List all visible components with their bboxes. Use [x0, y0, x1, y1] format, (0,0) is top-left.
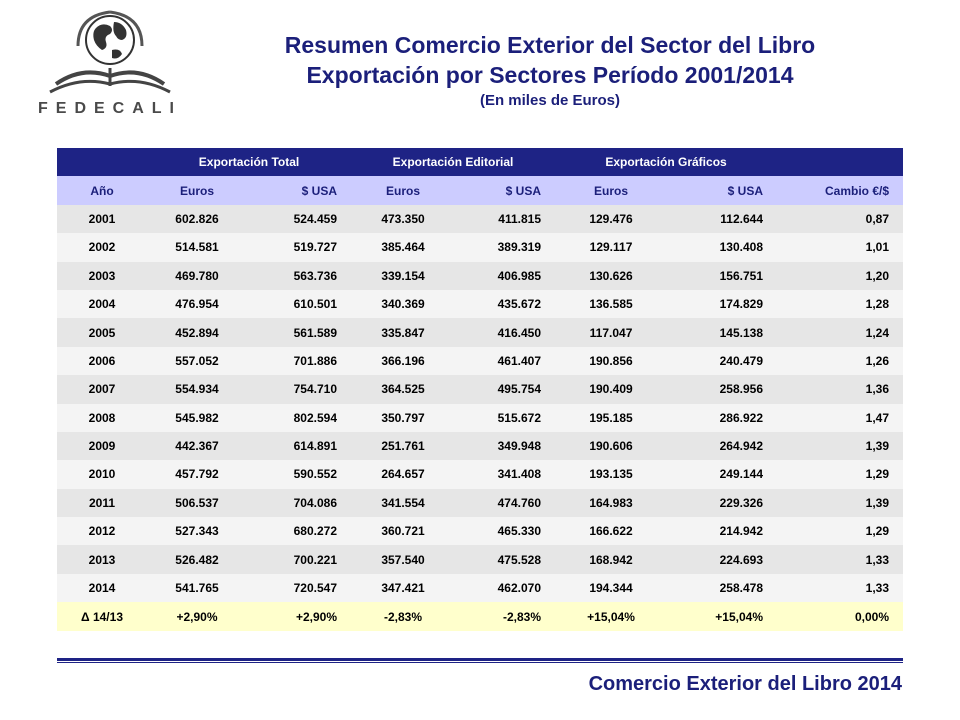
cell-editorial-usd: 341.408: [455, 460, 555, 488]
cell-graficos-euros: 166.622: [555, 517, 667, 545]
cell-total-usd: 561.589: [247, 318, 351, 346]
cell-editorial-euros: 251.761: [351, 432, 455, 460]
table-row: [57, 545, 903, 573]
col-header-ano: Año: [57, 176, 147, 204]
cell-total-euros: 506.537: [147, 489, 247, 517]
col-header-euros: Euros: [147, 176, 247, 204]
cell-graficos-euros: 117.047: [555, 318, 667, 346]
cell-editorial-usd: 435.672: [455, 290, 555, 318]
cell-graficos-euros: 193.135: [555, 460, 667, 488]
cell-year: 2011: [57, 489, 147, 517]
cell-editorial-euros: 340.369: [351, 290, 455, 318]
cell-editorial-euros: 350.797: [351, 404, 455, 432]
cell-year: 2007: [57, 375, 147, 403]
cell-year: 2012: [57, 517, 147, 545]
table-row: [57, 262, 903, 290]
table-body: [57, 205, 903, 631]
cell-total-euros: 541.765: [147, 574, 247, 602]
cell-editorial-usd: 411.815: [455, 205, 555, 233]
cell-graficos-usd: 156.751: [667, 262, 777, 290]
table-row: [57, 318, 903, 346]
footer-rule: [57, 658, 903, 661]
cell-year: 2013: [57, 545, 147, 573]
delta-value: +15,04%: [667, 602, 777, 631]
cell-graficos-usd: 258.956: [667, 375, 777, 403]
cell-total-usd: 704.086: [247, 489, 351, 517]
group-header-graficos: Exportación Gráficos: [555, 148, 777, 176]
cell-total-euros: 469.780: [147, 262, 247, 290]
cell-graficos-usd: 112.644: [667, 205, 777, 233]
cell-total-euros: 557.052: [147, 347, 247, 375]
cell-year: 2004: [57, 290, 147, 318]
cell-graficos-euros: 190.606: [555, 432, 667, 460]
group-header-editorial: Exportación Editorial: [351, 148, 555, 176]
cell-total-euros: 554.934: [147, 375, 247, 403]
cell-cambio: 1,01: [777, 233, 903, 261]
cell-total-usd: 524.459: [247, 205, 351, 233]
cell-total-euros: 526.482: [147, 545, 247, 573]
cell-editorial-usd: 349.948: [455, 432, 555, 460]
cell-total-euros: 476.954: [147, 290, 247, 318]
cell-year: 2001: [57, 205, 147, 233]
col-header-cambio: Cambio €/$: [777, 176, 903, 204]
cell-graficos-euros: 195.185: [555, 404, 667, 432]
cell-editorial-usd: 495.754: [455, 375, 555, 403]
group-header-row: [57, 148, 903, 176]
cell-graficos-euros: 190.856: [555, 347, 667, 375]
cell-cambio: 1,33: [777, 545, 903, 573]
cell-total-euros: 457.792: [147, 460, 247, 488]
fedecali-logo: [30, 6, 190, 124]
cell-total-euros: 452.894: [147, 318, 247, 346]
group-header-total: Exportación Total: [147, 148, 351, 176]
table-row: [57, 432, 903, 460]
cell-year: 2002: [57, 233, 147, 261]
cell-year: 2008: [57, 404, 147, 432]
cell-total-usd: 754.710: [247, 375, 351, 403]
cell-editorial-usd: 475.528: [455, 545, 555, 573]
cell-editorial-usd: 461.407: [455, 347, 555, 375]
table-row: [57, 290, 903, 318]
cell-cambio: 1,47: [777, 404, 903, 432]
cell-cambio: 1,33: [777, 574, 903, 602]
col-header-euros: Euros: [555, 176, 667, 204]
globe-book-icon: [40, 6, 180, 98]
cell-graficos-euros: 164.983: [555, 489, 667, 517]
cell-cambio: 1,20: [777, 262, 903, 290]
cell-graficos-euros: 129.476: [555, 205, 667, 233]
delta-value: +2,90%: [247, 602, 351, 631]
cell-graficos-usd: 174.829: [667, 290, 777, 318]
cell-editorial-euros: 335.847: [351, 318, 455, 346]
cell-total-usd: 701.886: [247, 347, 351, 375]
cell-cambio: 1,28: [777, 290, 903, 318]
cell-cambio: 1,36: [777, 375, 903, 403]
cell-cambio: 1,39: [777, 489, 903, 517]
units-note: (En miles de Euros): [479, 92, 621, 109]
cell-graficos-euros: 194.344: [555, 574, 667, 602]
cell-year: 2005: [57, 318, 147, 346]
cell-total-usd: 563.736: [247, 262, 351, 290]
cell-editorial-usd: 515.672: [455, 404, 555, 432]
delta-value: +15,04%: [555, 602, 667, 631]
cell-total-usd: 614.891: [247, 432, 351, 460]
cell-graficos-euros: 136.585: [555, 290, 667, 318]
cell-editorial-usd: 474.760: [455, 489, 555, 517]
cell-cambio: 1,26: [777, 347, 903, 375]
delta-value: 0,00%: [777, 602, 903, 631]
table-row: [57, 205, 903, 233]
table-row: [57, 574, 903, 602]
cell-graficos-usd: 229.326: [667, 489, 777, 517]
cell-total-usd: 720.547: [247, 574, 351, 602]
cell-cambio: 1,24: [777, 318, 903, 346]
delta-value: +2,90%: [147, 602, 247, 631]
col-header-usd: $ USA: [247, 176, 351, 204]
cell-cambio: 1,29: [777, 460, 903, 488]
table-row: [57, 460, 903, 488]
cell-editorial-usd: 416.450: [455, 318, 555, 346]
cell-cambio: 0,87: [777, 205, 903, 233]
cell-year: 2006: [57, 347, 147, 375]
cell-total-euros: 602.826: [147, 205, 247, 233]
cell-editorial-euros: 473.350: [351, 205, 455, 233]
cell-editorial-usd: 406.985: [455, 262, 555, 290]
col-header-euros: Euros: [351, 176, 455, 204]
cell-editorial-euros: 360.721: [351, 517, 455, 545]
delta-label: Δ 14/13: [57, 602, 147, 631]
page-title-block: [190, 30, 910, 112]
page-title: Resumen Comercio Exterior del Sector del Libro: [284, 32, 816, 58]
table-row: [57, 517, 903, 545]
table-row: [57, 233, 903, 261]
cell-total-usd: 680.272: [247, 517, 351, 545]
cell-editorial-euros: 385.464: [351, 233, 455, 261]
cell-cambio: 1,39: [777, 432, 903, 460]
cell-cambio: 1,29: [777, 517, 903, 545]
delta-value: -2,83%: [351, 602, 455, 631]
col-header-usd: $ USA: [455, 176, 555, 204]
page-subtitle: Exportación por Sectores Período 2001/2014: [306, 62, 794, 88]
cell-editorial-usd: 389.319: [455, 233, 555, 261]
export-table: [57, 148, 903, 631]
table-row: [57, 404, 903, 432]
cell-total-usd: 802.594: [247, 404, 351, 432]
cell-graficos-usd: 130.408: [667, 233, 777, 261]
cell-total-euros: 527.343: [147, 517, 247, 545]
cell-total-euros: 545.982: [147, 404, 247, 432]
cell-editorial-euros: 366.196: [351, 347, 455, 375]
cell-editorial-euros: 364.525: [351, 375, 455, 403]
cell-graficos-usd: 249.144: [667, 460, 777, 488]
delta-value: -2,83%: [455, 602, 555, 631]
cell-graficos-usd: 258.478: [667, 574, 777, 602]
footer-rule-thin: [57, 662, 903, 663]
cell-year: 2003: [57, 262, 147, 290]
cell-graficos-usd: 224.693: [667, 545, 777, 573]
cell-editorial-usd: 465.330: [455, 517, 555, 545]
cell-editorial-euros: 357.540: [351, 545, 455, 573]
logo-text: FEDECALI: [38, 100, 182, 117]
cell-editorial-euros: 339.154: [351, 262, 455, 290]
cell-graficos-euros: 130.626: [555, 262, 667, 290]
cell-total-usd: 590.552: [247, 460, 351, 488]
delta-row: [57, 602, 903, 631]
column-header-row: [57, 176, 903, 204]
col-header-usd: $ USA: [667, 176, 777, 204]
cell-editorial-usd: 462.070: [455, 574, 555, 602]
cell-graficos-usd: 286.922: [667, 404, 777, 432]
table-row: [57, 489, 903, 517]
cell-total-usd: 610.501: [247, 290, 351, 318]
table-row: [57, 347, 903, 375]
cell-editorial-euros: 341.554: [351, 489, 455, 517]
cell-graficos-euros: 168.942: [555, 545, 667, 573]
footer-title: Comercio Exterior del Libro 2014: [588, 673, 902, 695]
table-row: [57, 375, 903, 403]
cell-year: 2014: [57, 574, 147, 602]
cell-graficos-euros: 129.117: [555, 233, 667, 261]
cell-total-euros: 442.367: [147, 432, 247, 460]
cell-total-usd: 519.727: [247, 233, 351, 261]
cell-graficos-usd: 145.138: [667, 318, 777, 346]
cell-total-usd: 700.221: [247, 545, 351, 573]
cell-editorial-euros: 264.657: [351, 460, 455, 488]
cell-graficos-usd: 240.479: [667, 347, 777, 375]
cell-graficos-usd: 264.942: [667, 432, 777, 460]
cell-year: 2010: [57, 460, 147, 488]
cell-graficos-euros: 190.409: [555, 375, 667, 403]
cell-total-euros: 514.581: [147, 233, 247, 261]
cell-year: 2009: [57, 432, 147, 460]
cell-graficos-usd: 214.942: [667, 517, 777, 545]
cell-editorial-euros: 347.421: [351, 574, 455, 602]
